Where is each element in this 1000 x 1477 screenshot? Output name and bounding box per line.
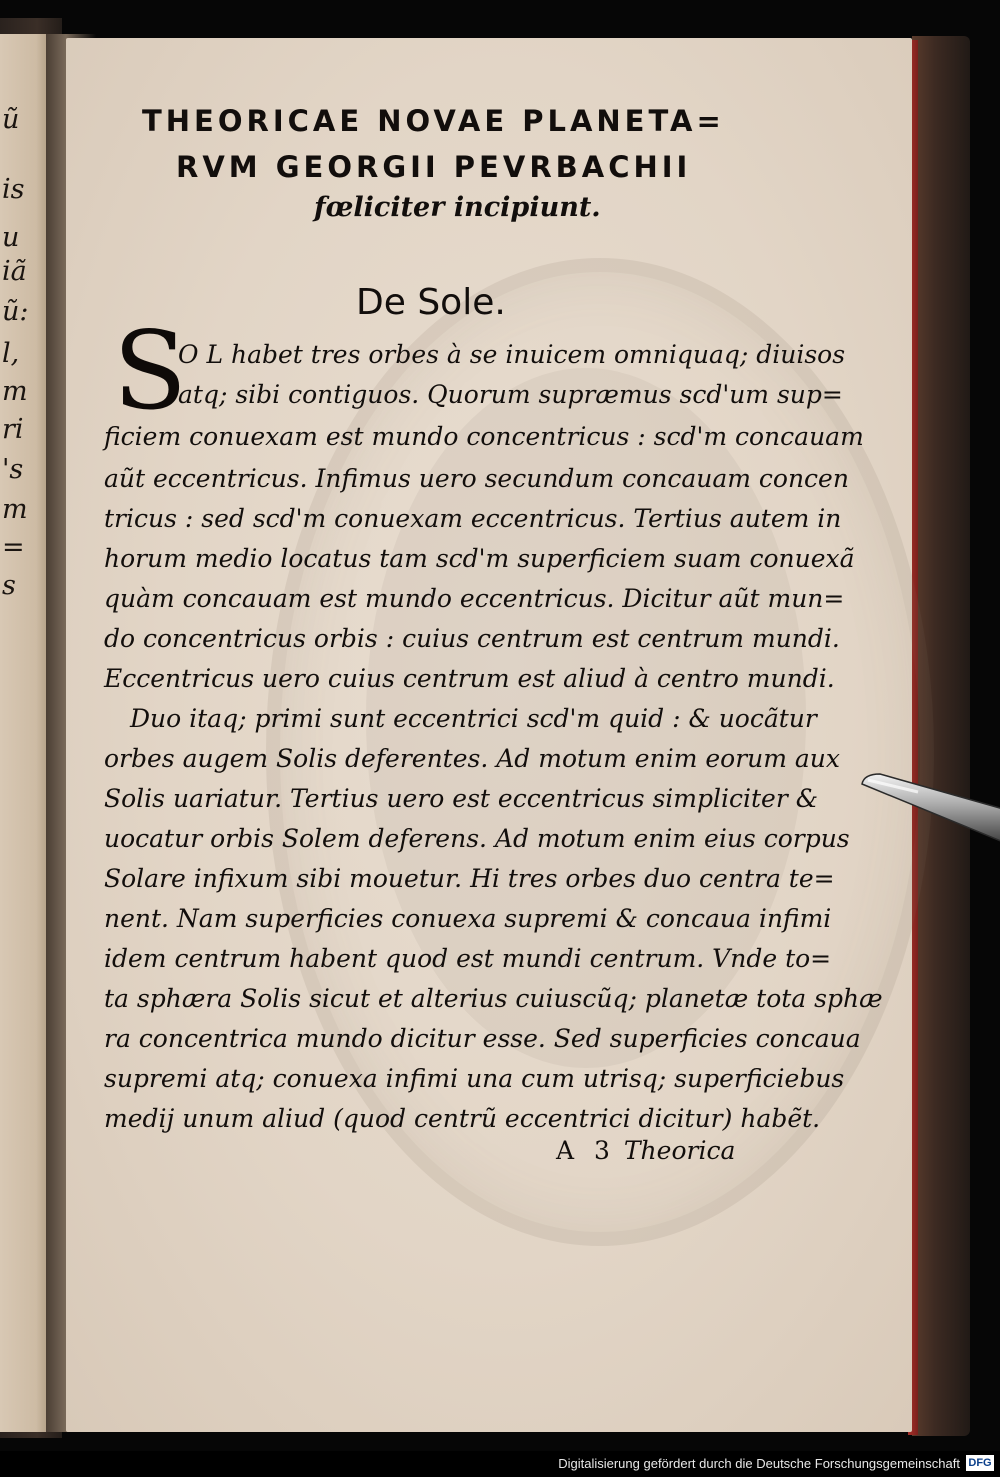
footer-credit: Digitalisierung gefördert durch die Deutsche Forschungsgemeinschaft (558, 1456, 960, 1471)
body-line: do concentricus orbis : cuius centrum est centrum mundi. (104, 624, 840, 653)
body-line: idem centrum habent quod est mundi centrum. Vnde to= (104, 944, 832, 973)
body-line: Eccentricus uero cuius centrum est aliud à centro mundi. (104, 664, 835, 693)
left-page-text: ũ: (2, 296, 29, 327)
section-title: De Sole. (356, 282, 506, 323)
catchword: Theorica (623, 1136, 736, 1165)
body-line: medij unum aliud (quod centrũ eccentrici dicitur) habẽt. (104, 1104, 821, 1133)
left-page-text: 's (2, 454, 24, 485)
dfg-logo: DFG (966, 1455, 994, 1471)
page-foot (556, 1136, 735, 1165)
body-line: O L habet tres orbes à se inuicem omniquaq; diuisos (178, 340, 846, 369)
body-line: Solare infixum sibi mouetur. Hi tres orbes duo centra te= (104, 864, 835, 893)
body-line: uocatur orbis Solem deferens. Ad motum enim eius corpus (104, 824, 850, 853)
body-line: supremi atq; conuexa infimi una cum utrisq; superficiebus (104, 1064, 845, 1093)
heading-line-2: RVM GEORGII PEVRBACHII (176, 150, 692, 184)
left-page-text: m (2, 376, 28, 407)
left-page-fragment (0, 34, 52, 1432)
body-line: atq; sibi contiguos. Quorum supræmus scd'um sup= (178, 380, 843, 409)
body-line: tricus : sed scd'm conuexam eccentricus. Tertius autem in (104, 504, 842, 533)
left-page-text: m (2, 494, 28, 525)
body-line: ta sphæra Solis sicut et alterius cuiuscũq; planetæ tota sphæ (104, 984, 883, 1013)
left-page-text: s (2, 570, 16, 601)
heading-line-3: fœliciter incipiunt. (314, 192, 601, 223)
pen-pointer-icon (858, 766, 1000, 844)
body-line: orbes augem Solis deferentes. Ad motum enim eorum aux (104, 744, 840, 773)
body-line: ficiem conuexam est mundo concentricus : scd'm concauam (104, 422, 864, 451)
body-line: aũt eccentricus. Infimus uero secundum concauam concen (104, 464, 849, 493)
body-line: ra concentrica mundo dicitur esse. Sed superficies concaua (104, 1024, 861, 1053)
drop-cap: S (113, 309, 187, 434)
left-page-text: u (2, 222, 20, 253)
book-page (66, 38, 912, 1432)
footer-bar (0, 1451, 1000, 1477)
body-line: quàm concauam est mundo eccentricus. Dicitur aũt mun= (104, 584, 845, 613)
left-page-text: l, (2, 338, 20, 369)
left-page-text: ũ (2, 104, 20, 135)
left-page-text: is (2, 174, 25, 205)
body-line: horum medio locatus tam scd'm superficiem suam conuexã (104, 544, 855, 573)
body-line: Solis uariatur. Tertius uero est eccentricus simpliciter & (104, 784, 818, 813)
left-page-text: iã (2, 256, 27, 287)
signature-mark: A 3 (556, 1136, 616, 1165)
body-line: nent. Nam superficies conuexa supremi & concaua infimi (104, 904, 832, 933)
body-line: Duo itaq; primi sunt eccentrici scd'm quid : & uocãtur (130, 704, 817, 733)
heading-line-1: THEORICAE NOVAE PLANETA= (142, 104, 725, 138)
left-page-text: = (2, 532, 25, 563)
left-page-text: ri (2, 414, 24, 445)
